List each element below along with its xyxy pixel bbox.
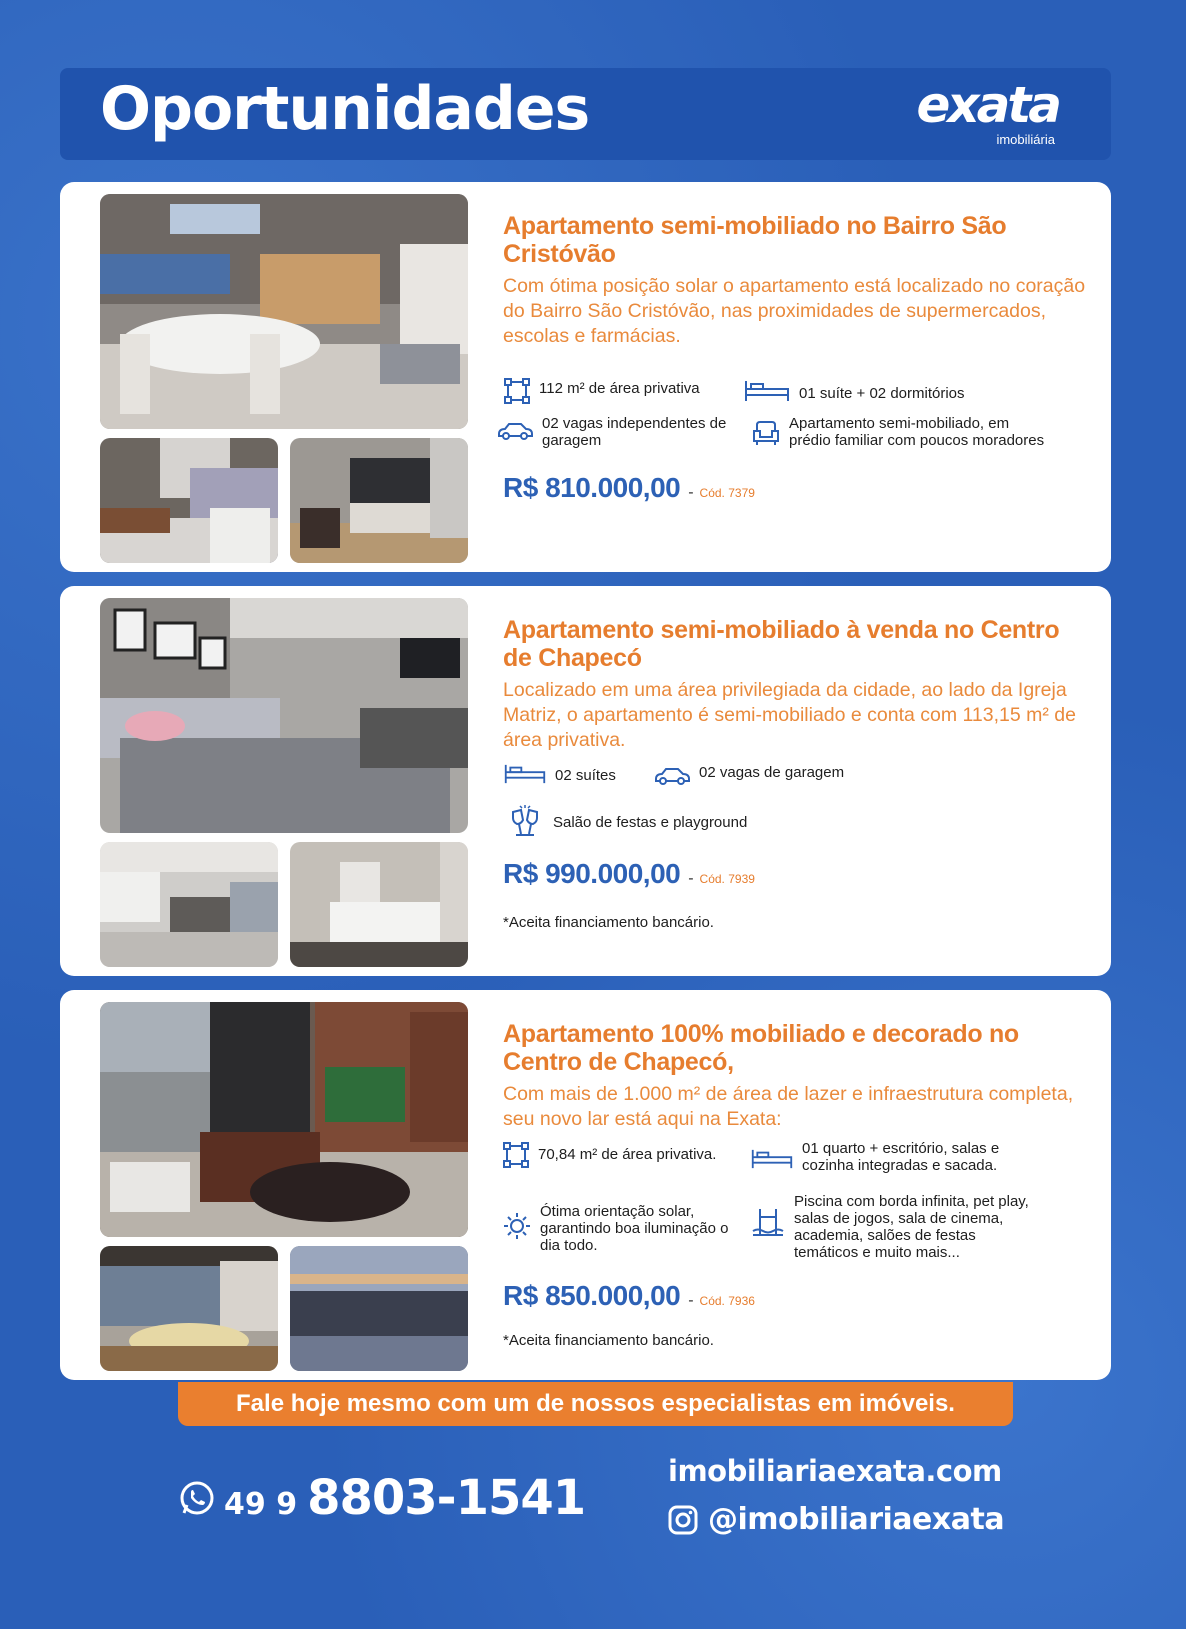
armchair-icon (751, 419, 781, 447)
pool-icon (750, 1205, 786, 1241)
area-icon (503, 377, 531, 405)
listing-1-main-photo[interactable] (100, 194, 468, 429)
cta-banner[interactable]: Fale hoje mesmo com um de nossos especialistas em imóveis. (178, 1382, 1013, 1426)
listing-code: Cód. 7936 (699, 1294, 755, 1308)
listing-code: Cód. 7379 (699, 486, 755, 500)
feature-text: 02 vagas de garagem (699, 764, 845, 781)
feature-text: 01 quarto + escritório, salas e cozinha integradas e sacada. (802, 1140, 1000, 1174)
feature-leisure (750, 1193, 1050, 1261)
listing-2-kitchen-photo[interactable] (100, 842, 278, 967)
listing-1-info (503, 212, 1093, 349)
feature-furnished (751, 415, 1051, 449)
feature-text: 02 vagas independentes de garagem (542, 415, 727, 449)
phone-prefix: 49 9 (224, 1487, 298, 1522)
listing-3-main-photo[interactable] (100, 1002, 468, 1237)
listing-title: Apartamento semi-mobiliado no Bairro São Cristóvão (503, 212, 1007, 268)
listing-price-row (503, 858, 755, 890)
listing-price: R$ 810.000,00 (503, 472, 681, 503)
price-separator: - (688, 870, 694, 887)
feature-party-room (505, 804, 825, 840)
feature-text: Apartamento semi-mobiliado, em prédio familiar com poucos moradores (789, 415, 1045, 449)
whatsapp-icon (178, 1479, 216, 1517)
feature-solar (502, 1203, 742, 1254)
feature-rooms (750, 1140, 1050, 1174)
bed-icon (750, 1146, 794, 1172)
instagram-handle: @imobiliariaexata (708, 1502, 1005, 1537)
bed-icon (743, 377, 791, 405)
feature-text: Ótima orientação solar, garantindo boa iluminação o dia todo. (540, 1203, 729, 1254)
feature-text: 112 m² de área privativa (539, 380, 700, 397)
sun-icon (502, 1211, 532, 1241)
feature-bedrooms (743, 377, 1043, 405)
financing-note: *Aceita financiamento bancário. (503, 1332, 714, 1349)
listing-price: R$ 850.000,00 (503, 1280, 681, 1311)
listing-description: Com ótima posição solar o apartamento está localizado no coração do Bairro São Cristóvão, nas proximidades de supermercados, escolas e farmácias. (503, 275, 1086, 347)
listing-2-main-photo[interactable] (100, 598, 468, 833)
listing-card-2[interactable] (60, 586, 1111, 976)
listing-3-spa-photo[interactable] (100, 1246, 278, 1371)
listing-2-info (503, 616, 1093, 753)
listing-price-row (503, 472, 755, 504)
champagne-icon (505, 804, 545, 840)
feature-text: 02 suítes (555, 767, 616, 784)
feature-garage (496, 415, 736, 449)
feature-suites (503, 761, 643, 787)
listing-1-bedroom-photo[interactable] (290, 438, 468, 563)
phone-contact[interactable] (178, 1470, 585, 1526)
website-link[interactable]: imobiliariaexata.com (668, 1454, 1002, 1488)
car-icon (653, 764, 691, 786)
price-separator: - (688, 484, 694, 501)
phone-number: 8803-1541 (307, 1470, 586, 1526)
exata-logo[interactable] (909, 76, 1059, 152)
listing-3-info (503, 1020, 1093, 1132)
listing-1-kitchen-photo[interactable] (100, 438, 278, 563)
listing-description: Com mais de 1.000 m² de área de lazer e infraestrutura completa, seu novo lar está aqui na Exata: (503, 1083, 1074, 1130)
listing-title: Apartamento semi-mobiliado à venda no Centro de Chapecó (503, 616, 1060, 672)
listing-code: Cód. 7939 (699, 872, 755, 886)
feature-text: Piscina com borda infinita, pet play, salas de jogos, sala de cinema, academia, salões de festas temáticos e muito mais... (794, 1193, 1029, 1261)
instagram-link[interactable] (668, 1502, 1004, 1537)
header-banner (60, 68, 1111, 160)
listing-card-1[interactable] (60, 182, 1111, 572)
financing-note: *Aceita financiamento bancário. (503, 914, 714, 931)
feature-text: 01 suíte + 02 dormitórios (799, 385, 965, 402)
instagram-icon (668, 1505, 698, 1535)
logo-wordmark: exata (916, 76, 1059, 134)
listing-price: R$ 990.000,00 (503, 858, 681, 889)
price-separator: - (688, 1292, 694, 1309)
feature-text: Salão de festas e playground (553, 814, 748, 831)
area-icon (502, 1141, 530, 1169)
bed-icon (503, 761, 547, 787)
page-title: Oportunidades (100, 74, 590, 144)
car-icon (496, 419, 534, 441)
listing-description: Localizado em uma área privilegiada da cidade, ao lado da Igreja Matriz, o apartamento é semi-mobiliado e conta com 113,15 m² de área privativa. (503, 679, 1076, 751)
listing-2-bedroom-photo[interactable] (290, 842, 468, 967)
listing-price-row (503, 1280, 755, 1312)
logo-subtitle: imobiliária (996, 132, 1055, 147)
listing-card-3[interactable] (60, 990, 1111, 1380)
feature-text: 70,84 m² de área privativa. (538, 1146, 717, 1163)
feature-area (502, 1141, 752, 1169)
listing-title: Apartamento 100% mobiliado e decorado no Centro de Chapecó, (503, 1020, 1019, 1076)
listing-3-view-photo[interactable] (290, 1246, 468, 1371)
feature-garage (653, 764, 913, 786)
feature-area (503, 377, 723, 405)
